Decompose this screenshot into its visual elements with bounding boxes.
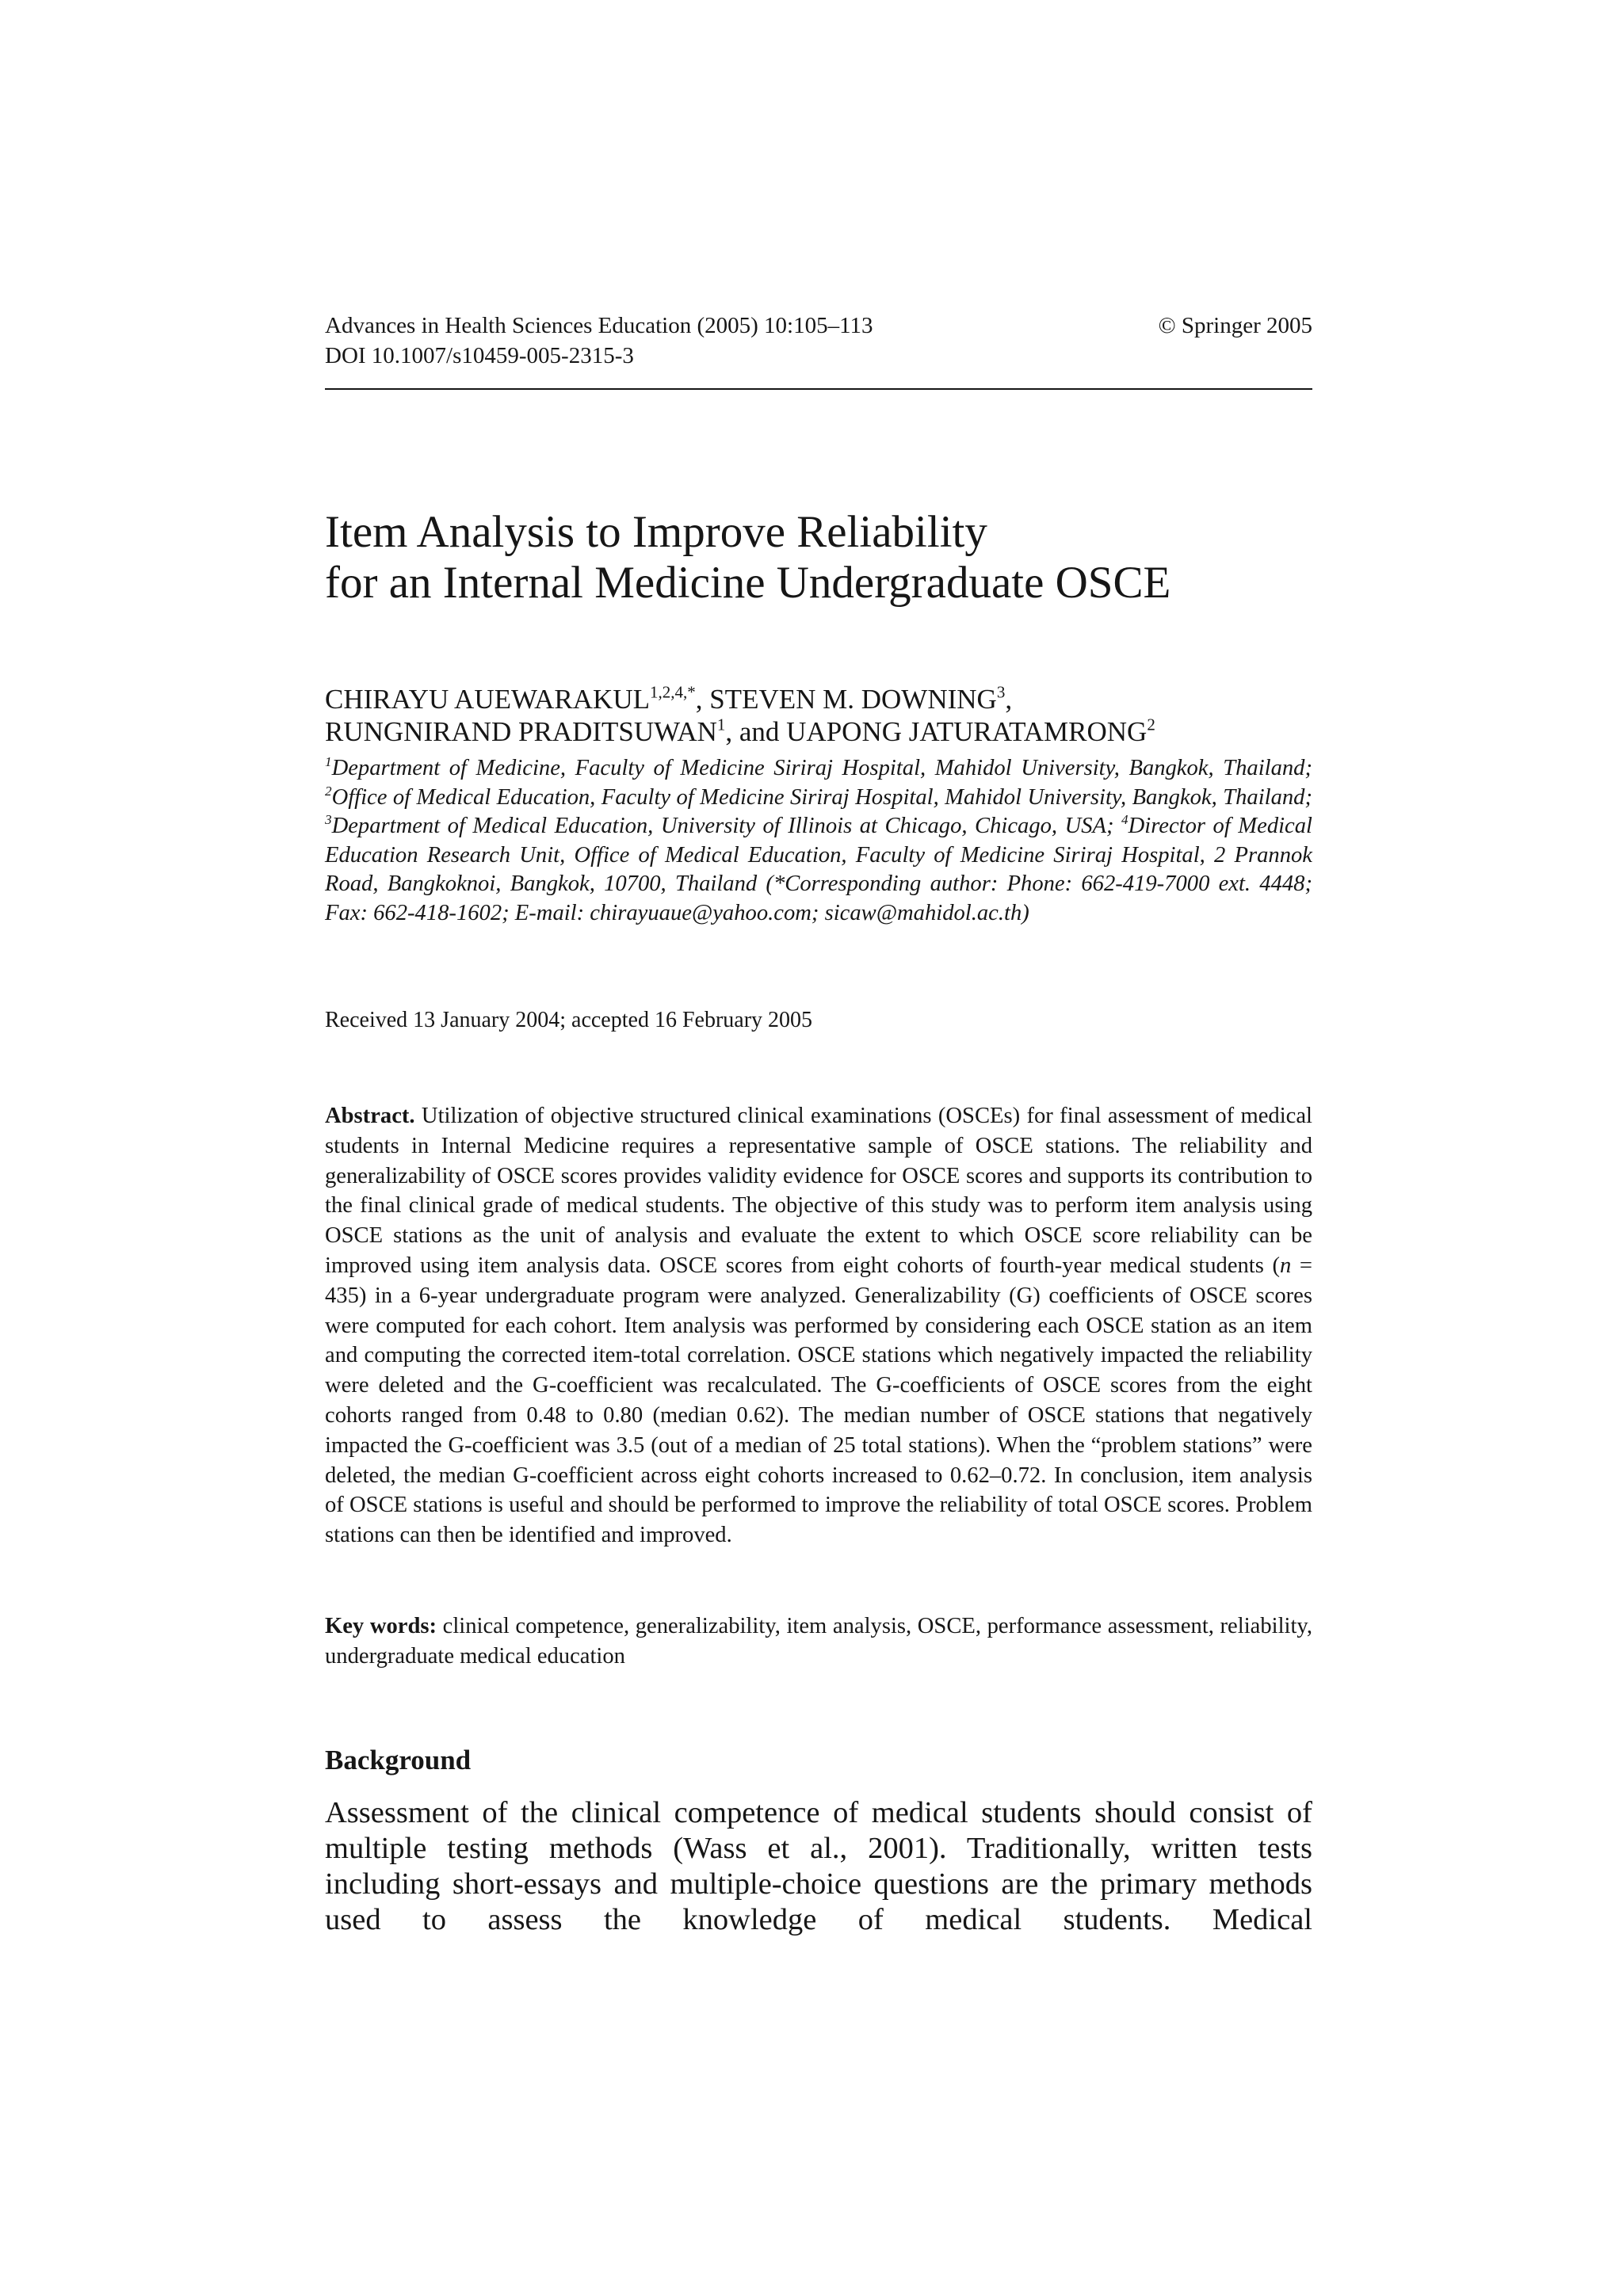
keywords-label: Key words: [325,1614,437,1638]
journal-citation [325,311,873,371]
affiliations: $^1$Department of Medicine, Faculty of Medicine Siriraj Hospital, Mahidol University, Bangkok, Thailand; $^2$Office of Medical Education, Faculty of Medicine Siriraj Hospital, Mahidol University, Bangkok, Thailand; $^3$Department of Medical Education, University of Illinois at Chicago, Chicago, USA; $^4$Director of Medical Education Research Unit, Office of Medical Education, Faculty of Medicine Siriraj Hospital, 2 Prannok Road, Bangkoknoi, Bangkok, 10700, Thailand (*Corresponding author: Phone: 662-419-7000 ext. 4448; Fax: 662-418-1602; E-mail: chirayuaue@yahoo.com; sicaw@mahidol.ac.th) [325,753,1312,925]
section-heading: Background [325,1745,472,1775]
author-affiliation-marker: 3 [996,682,1006,702]
copyright-notice: © Springer 2005 [1158,313,1312,338]
author-line-1: CHIRAYU $AUEWARAKUL^{1,2,4,*}$, STEVEN M. DOWNING$^3$, [325,682,1013,715]
author-name: , STEVEN M. DOWNING [695,684,997,715]
body-paragraph: Assessment of the clinical competence of medical students should consist of multiple testing methods (Wass et al., 2001). Traditionally, written tests including short-essays and multiple-choice questions are the primary methods used to assess the knowledge of medical students. Medical [325,1796,1312,1936]
title-line-1: Item Analysis to Improve Reliability [325,507,987,557]
paper-title [325,507,1312,608]
doi-line: DOI 10.1007/s10459-005-2315-3 [325,343,634,368]
author-affiliation-marker: 1 [716,715,726,734]
corresponding-author-marker: * [687,682,696,702]
author-name: CHIRAYU AUEWARAKUL [325,684,650,715]
author-name: RUNGNIRAND PRADITSUWAN [325,716,717,747]
author-list [325,683,1312,748]
author-name: , and UAPONG JATURATAMRONG [725,716,1148,747]
author-affiliation-marker: 2 [1147,715,1155,734]
header-rule [325,388,1312,390]
journal-line: Advances in Health Sciences Education (2005) 10:105–113 [325,313,873,338]
title-line-2: for an Internal Medicine Undergraduate OSCE [325,558,1171,608]
abstract-label: Abstract. [325,1104,415,1128]
keywords: Key words: clinical competence, generalizability, item analysis, OSCE, performance assessment, reliability, undergraduate medical education [325,1614,1312,1669]
abstract: Abstract. Utilization of objective structured clinical examinations (OSCEs) for final assessment of medical students in Internal Medicine requires a representative sample of OSCE stations. The reliability and generalizability of OSCE scores provides validity evidence for OSCE scores and supports its contribution to the final clinical grade of medical students. The objective of this study was to perform item analysis using OSCE stations as the unit of analysis and evaluate the extent to which OSCE score reliability can be improved using item analysis data. OSCE scores from eight cohorts of fourth-year medical students (n = 435) in a 6-year undergraduate program were analyzed. Generalizability (G) coefficients of OSCE scores were computed for each cohort. Item analysis was performed by considering each OSCE station as an item and computing the corrected item-total correlation. OSCE stations which negatively impacted the reliability were deleted and the G-coefficient was recalculated. The G-coefficients of OSCE scores from the eight cohorts ranged from 0.48 to 0.80 (median 0.62). The median number of OSCE stations that negatively impacted the G-coefficient was 3.5 (out of a median of 25 total stations). When the “problem stations” were deleted, the median G-coefficient across eight cohorts increased to 0.62–0.72. In conclusion, item analysis of OSCE stations is useful and should be performed to improve the reliability of total OSCE scores. Problem stations can then be identified and improved. [325,1104,1312,1548]
received-dates: Received 13 January 2004; accepted 16 February 2005 [325,1008,813,1032]
author-line-2 [325,715,1312,748]
author-affiliation-marker: 1,2,4,* [649,682,696,702]
